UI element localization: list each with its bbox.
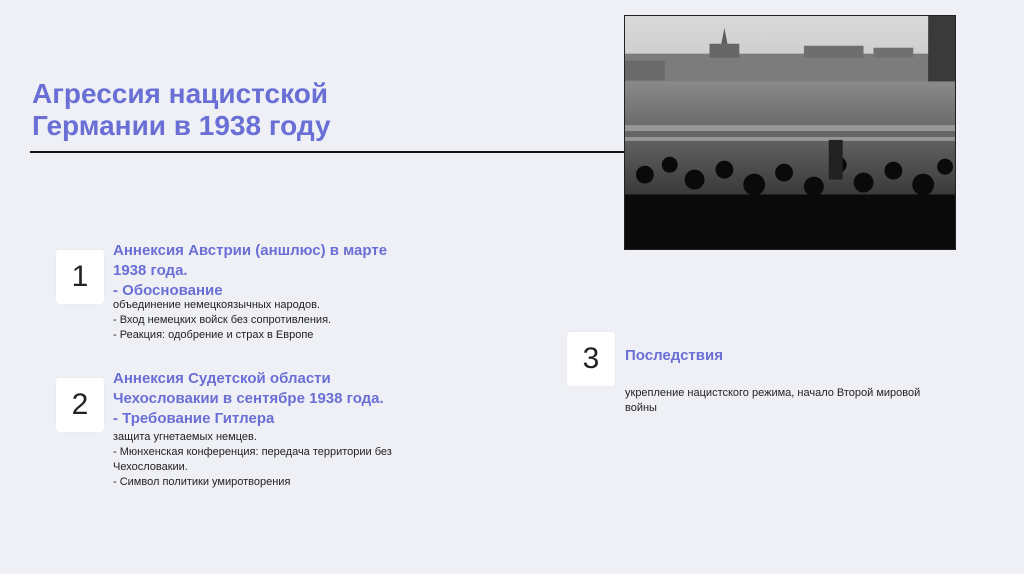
block-2-line: - Символ политики умиротворения — [113, 476, 291, 488]
number-badge-2: 2 — [56, 378, 104, 432]
number-badge-3: 3 — [567, 332, 615, 386]
historical-photo — [624, 15, 956, 250]
photo-image — [625, 16, 955, 249]
block-1-line: объединение немецкоязычных народов. — [113, 299, 320, 311]
slide-title: Агрессия нацистской Германии в 1938 году — [32, 78, 331, 141]
block-1-line: - Реакция: одобрение и страх в Европе — [113, 329, 314, 341]
block-2-line: защита угнетаемых немцев. — [113, 431, 257, 443]
block-3-heading: Последствия — [625, 347, 723, 364]
block-2-line: - Мюнхенская конференция: передача территории без — [113, 446, 392, 458]
block-2-heading: Аннексия Судетской области Чехословакии в сентябре 1938 года. - Требование Гитлера — [113, 370, 384, 427]
block-1-description — [113, 298, 493, 343]
block-1-heading: Аннексия Австрии (аншлюс) в марте 1938 года. - Обоснование — [113, 242, 388, 299]
block-2-description — [113, 430, 513, 490]
block-1-line: - Вход немецких войск без сопротивления. — [113, 314, 332, 326]
block-3-line: войны — [625, 402, 657, 414]
block-3-description — [625, 386, 985, 416]
number-badge-1: 1 — [56, 250, 104, 304]
title-divider — [30, 151, 624, 153]
block-2-line: Чехословакии. — [113, 461, 188, 473]
block-3-line: укрепление нацистского режима, начало Второй мировой — [625, 387, 921, 399]
